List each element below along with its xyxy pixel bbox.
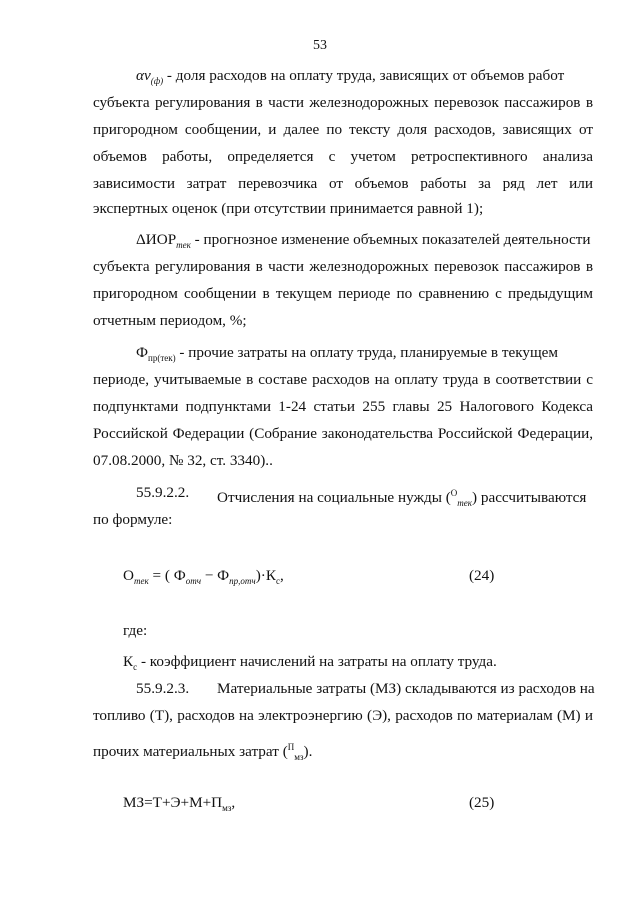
text-line: пригородном сообщении, и далее по тексту доля расходов, зависящих от bbox=[93, 121, 593, 138]
text-line: объемов работы, определяется с учетом ретроспективного анализа bbox=[93, 148, 593, 165]
text-line: подпунктами подпунктами 1-24 статьи 255 главы 25 Налогового Кодекса bbox=[93, 398, 593, 415]
text-line: по формуле: bbox=[93, 511, 173, 528]
equation-number: (25) bbox=[469, 794, 495, 811]
formula-24: $О_{тек}$ = ( $Ф_{отч} - Ф_{пр,отч})\cdot К_с$, bbox=[123, 567, 284, 587]
text-line: пригородном сообщении в текущем периоде по сравнению с предыдущим bbox=[93, 285, 593, 302]
text-line: экспертных оценок (при отсутствии принимается равной 1); bbox=[93, 200, 484, 217]
text-line: прочих материальных затрат ($^П_{мз}$). bbox=[93, 742, 313, 763]
text-line: Российской Федерации (Собрание законодательства Российской Федерации, bbox=[93, 425, 593, 442]
term-line: $\Delta ИОР_{тек}$ - прогнозное изменение объемных показателей деятельности bbox=[136, 231, 591, 251]
symbol-f-pr-tek: $Ф_{пр(тек)}$ bbox=[136, 344, 176, 364]
section-text: Материальные затраты (МЗ) складываются из расходов на bbox=[217, 680, 595, 697]
text-line: топливо (Т), расходов на электроэнергию (Э), расходов по материалам (М) и bbox=[93, 707, 593, 724]
symbol-o-tek: $^О_{тек}$ bbox=[450, 488, 472, 509]
text-line: 07.08.2000, № 32, ст. 3340).. bbox=[93, 452, 273, 469]
term-line: $\alpha v_{(ф)}$ - доля расходов на оплату труда, зависящих от объемов работ bbox=[136, 67, 565, 87]
text-line: зависимости затрат перевозчика от объемов работы за ряд лет или bbox=[93, 175, 593, 192]
text-line: субъекта регулирования в части железнодорожных перевозок пассажиров в bbox=[93, 94, 593, 111]
where-label: где: bbox=[123, 622, 148, 639]
where-definition: $К_с$ - коэффициент начислений на затраты на оплату труда. bbox=[123, 653, 497, 673]
text-line: отчетным периодом, %; bbox=[93, 312, 247, 329]
symbol-dior: $\Delta ИОР_{тек}$ bbox=[136, 231, 191, 251]
section-number: 55.9.2.2. bbox=[136, 484, 190, 501]
formula-25: $МЗ=Т+Э+М+П_{мз}$, bbox=[123, 794, 236, 814]
symbol-alpha-v: $\alpha v_{(ф)}$ bbox=[136, 67, 164, 87]
text-line: периоде, учитываемые в составе расходов на оплату труда в соответствии с bbox=[93, 371, 593, 388]
term-line: $Ф_{пр(тек)}$ - прочие затраты на оплату труда, планируемые в текущем bbox=[136, 344, 559, 364]
equation-number: (24) bbox=[469, 567, 495, 584]
text-line: субъекта регулирования в части железнодорожных перевозок пассажиров в bbox=[93, 258, 593, 275]
section-text: Отчисления на социальные нужды ($^О_{тек}$) рассчитываются bbox=[217, 488, 587, 509]
page-number: 53 bbox=[313, 38, 327, 53]
symbol-p-mz: $^П_{мз}$ bbox=[287, 742, 304, 763]
section-number: 55.9.2.3. bbox=[136, 680, 190, 697]
